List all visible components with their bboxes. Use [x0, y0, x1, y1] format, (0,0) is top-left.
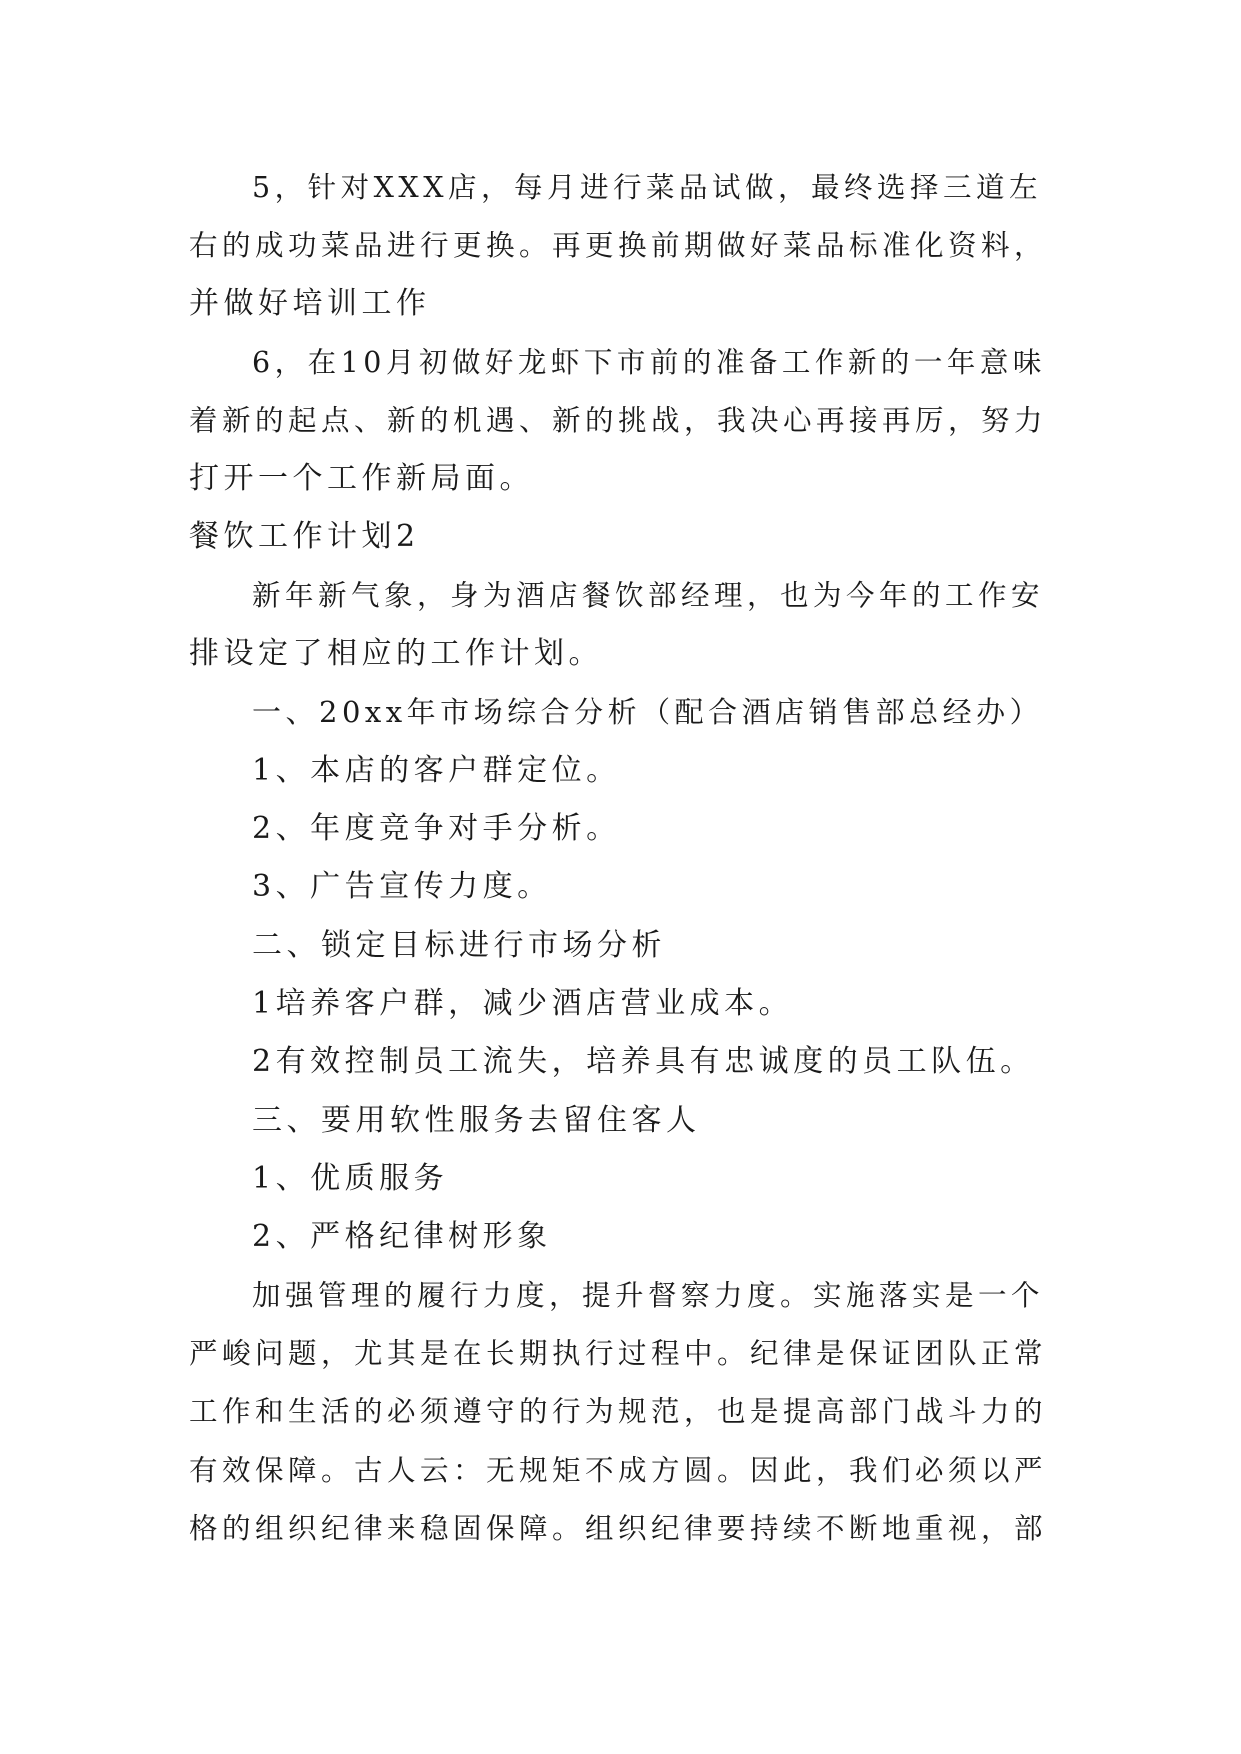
list-item: 2、年度竞争对手分析。 — [252, 811, 621, 846]
paragraph-line: 有效保障。古人云：无规矩不成方圆。因此，我们必须以严 — [189, 1454, 1048, 1487]
list-item: 3、广告宣传力度。 — [252, 869, 552, 904]
list-item: 1、本店的客户群定位。 — [252, 753, 621, 788]
list-item: 1培养客户群，减少酒店营业成本。 — [252, 986, 794, 1021]
paragraph-line: 并做好培训工作 — [189, 286, 431, 321]
list-item: 2有效控制员工流失，培养具有忠诚度的员工队伍。 — [252, 1044, 1035, 1079]
list-heading: 三、要用软性服务去留住客人 — [252, 1103, 701, 1138]
paragraph-line: 格的组织纪律来稳固保障。组织纪律要持续不断地重视，部 — [189, 1512, 1048, 1545]
paragraph-line: 排设定了相应的工作计划。 — [189, 636, 603, 671]
list-heading: 二、锁定目标进行市场分析 — [252, 928, 666, 963]
list-item: 1、优质服务 — [252, 1161, 449, 1196]
paragraph-line: 5，针对XXX店，每月进行菜品试做，最终选择三道左 — [252, 171, 1043, 204]
section-heading: 餐饮工作计划2 — [189, 519, 420, 554]
paragraph-line: 新年新气象，身为酒店餐饮部经理，也为今年的工作安 — [252, 579, 1045, 612]
paragraph-line: 严峻问题，尤其是在长期执行过程中。纪律是保证团队正常 — [189, 1337, 1048, 1370]
paragraph-line: 右的成功菜品进行更换。再更换前期做好菜品标准化资料， — [189, 229, 1048, 262]
list-item: 2、严格纪律树形象 — [252, 1219, 552, 1254]
paragraph-line: 加强管理的履行力度，提升督察力度。实施落实是一个 — [252, 1279, 1045, 1312]
paragraph-line: 工作和生活的必须遵守的行为规范，也是提高部门战斗力的 — [189, 1395, 1048, 1428]
list-heading: 一、20xx年市场综合分析（配合酒店销售部总经办） — [252, 695, 1044, 729]
paragraph-line: 着新的起点、新的机遇、新的挑战，我决心再接再厉，努力 — [189, 404, 1048, 437]
paragraph-line: 打开一个工作新局面。 — [189, 461, 534, 496]
paragraph-line: 6，在10月初做好龙虾下市前的准备工作新的一年意味 — [252, 346, 1046, 379]
